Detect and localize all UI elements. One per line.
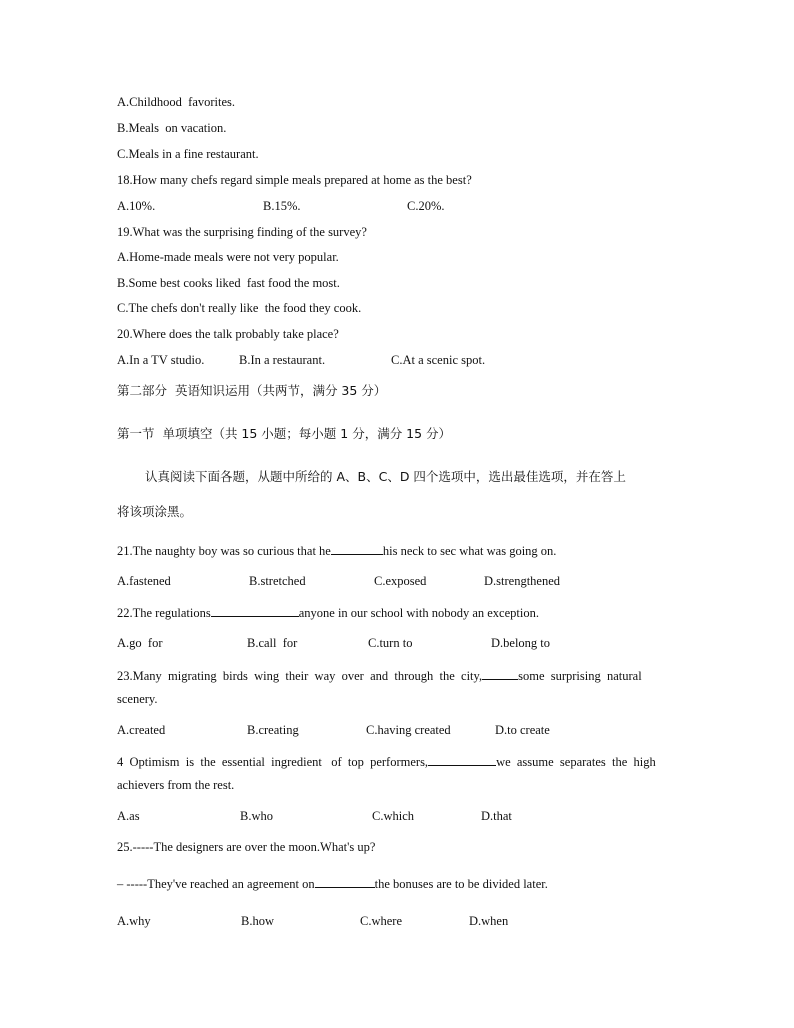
q24-option-d: D.that bbox=[481, 809, 512, 823]
q24-stem bbox=[117, 753, 656, 770]
q21-option-c: C.exposed bbox=[374, 574, 427, 588]
q25-option-c: C.where bbox=[360, 914, 402, 928]
q25-option-d: D.when bbox=[469, 914, 509, 928]
q20-option-b: B.In a restaurant. bbox=[239, 353, 326, 367]
q19-option-b: B.Some best cooks liked fast food the most. bbox=[117, 276, 340, 290]
q23-stem-post: some surprising natural bbox=[518, 669, 642, 683]
q25-line-2 bbox=[117, 875, 548, 892]
q22-stem bbox=[117, 604, 539, 621]
q21-stem-pre: 21.The naughty boy was so curious that he bbox=[117, 544, 331, 558]
q19-option-c: C.The chefs don't really like the food they cook. bbox=[117, 301, 362, 315]
q20-stem: 20.Where does the talk probably take place? bbox=[117, 327, 339, 341]
q22-option-d: D.belong to bbox=[491, 636, 551, 650]
instructions-line-2: 将该项涂黑。 bbox=[117, 504, 193, 519]
q23-stem-pre: 23.Many migrating birds wing their way over and through the city, bbox=[117, 669, 483, 683]
q18-option-a: A.10%. bbox=[117, 199, 156, 213]
q21-option-b: B.stretched bbox=[249, 574, 306, 588]
q18-option-b: B.15%. bbox=[263, 199, 301, 213]
q22-stem-post: anyone in our school with nobody an exception. bbox=[298, 606, 539, 620]
q23-option-d: D.to create bbox=[495, 723, 550, 737]
q20-option-a: A.In a TV studio. bbox=[117, 353, 205, 367]
q21-option-d: D.strengthened bbox=[484, 574, 561, 588]
q21-stem-post: his neck to sec what was going on. bbox=[382, 544, 557, 558]
q25-line-2-pre: – -----They've reached an agreement on bbox=[117, 877, 315, 891]
q23-blank bbox=[482, 667, 518, 680]
q17-option-a: A.Childhood favorites. bbox=[117, 95, 236, 109]
q24-option-c: C.which bbox=[372, 809, 415, 823]
q24-blank bbox=[428, 753, 496, 766]
q21-blank bbox=[331, 542, 383, 555]
q21-stem bbox=[117, 542, 556, 559]
q18-option-c: C.20%. bbox=[407, 199, 445, 213]
q25-line-2-post: the bonuses are to be divided later. bbox=[374, 877, 548, 891]
part2-heading: 第二部分 英语知识运用（共两节，满分 35 分） bbox=[117, 383, 387, 398]
q23-stem-continued: scenery. bbox=[117, 692, 158, 706]
q17-option-b: B.Meals on vacation. bbox=[117, 121, 227, 135]
q18-stem: 18.How many chefs regard simple meals prepared at home as the best? bbox=[117, 173, 472, 187]
q22-option-b: B.call for bbox=[247, 636, 298, 650]
q23-option-c: C.having created bbox=[366, 723, 451, 737]
q24-option-b: B.who bbox=[240, 809, 273, 823]
q24-stem-continued: achievers from the rest. bbox=[117, 778, 235, 792]
q25-line-1: 25.-----The designers are over the moon.What's up? bbox=[117, 840, 376, 854]
q19-option-a: A.Home-made meals were not very popular. bbox=[117, 250, 339, 264]
instructions-line-1: 认真阅读下面各题，从题中所给的 A、B、C、D 四个选项中，选出最佳选项，并在答上 bbox=[145, 469, 626, 484]
q25-option-a: A.why bbox=[117, 914, 151, 928]
q25-option-b: B.how bbox=[241, 914, 274, 928]
section1-heading: 第一节 单项填空（共 15 小题；每小题 1 分，满分 15 分） bbox=[117, 426, 452, 441]
q24-stem-post: we assume separates the high bbox=[496, 755, 656, 769]
q22-stem-pre: 22.The regulations bbox=[117, 606, 211, 620]
q25-blank bbox=[315, 875, 375, 888]
q22-option-a: A.go for bbox=[117, 636, 163, 650]
q23-stem bbox=[117, 667, 642, 684]
q22-blank bbox=[211, 604, 299, 617]
q19-stem: 19.What was the surprising finding of the survey? bbox=[117, 225, 367, 239]
q20-option-c: C.At a scenic spot. bbox=[391, 353, 486, 367]
q23-option-a: A.created bbox=[117, 723, 166, 737]
q24-stem-pre: 4 Optimism is the essential ingredient of top performers, bbox=[117, 755, 429, 769]
q22-option-c: C.turn to bbox=[368, 636, 413, 650]
q21-option-a: A.fastened bbox=[117, 574, 171, 588]
q23-option-b: B.creating bbox=[247, 723, 299, 737]
q24-option-a: A.as bbox=[117, 809, 140, 823]
q17-option-c: C.Meals in a fine restaurant. bbox=[117, 147, 259, 161]
